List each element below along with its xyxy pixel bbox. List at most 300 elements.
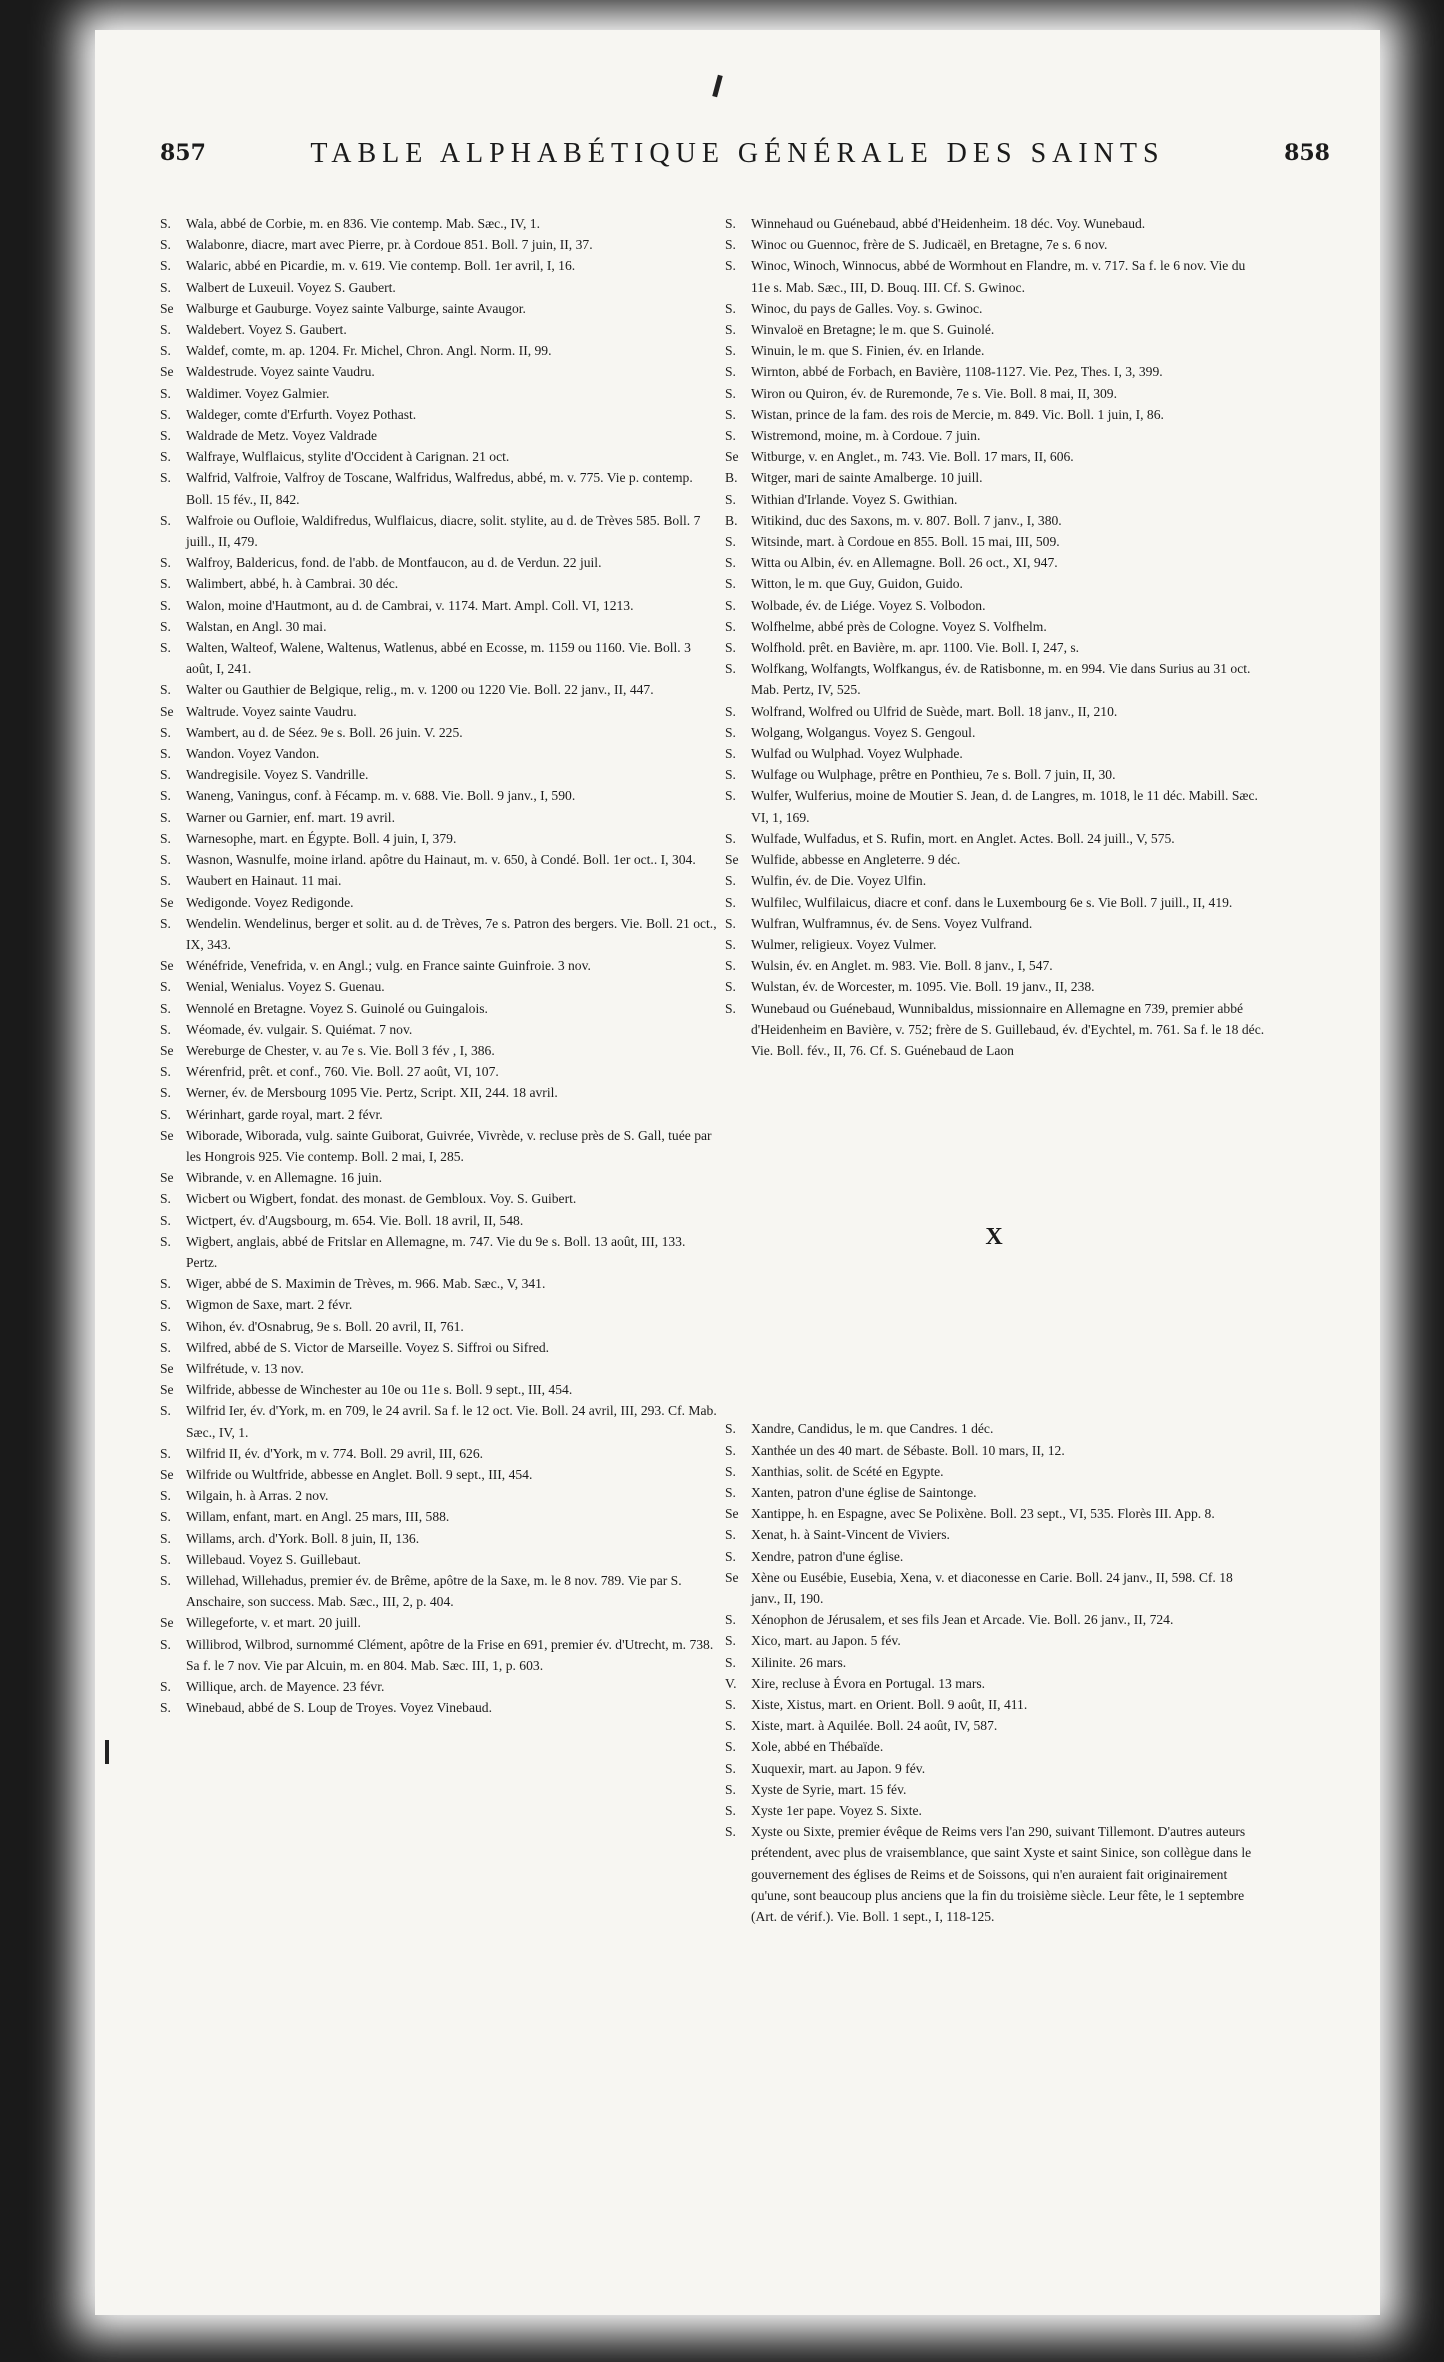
index-entry <box>725 404 1265 425</box>
entry-text: Wolfhelme, abbé près de Cologne. Voyez S. Volfhelm. <box>751 618 1047 634</box>
entry-prefix: S. <box>725 258 736 274</box>
entry-prefix: S. <box>725 746 736 762</box>
entry-prefix: B. <box>725 512 738 528</box>
entry-prefix: V. <box>725 1675 737 1691</box>
entry-prefix: S. <box>725 1442 736 1458</box>
entry-text: Wolbade, év. de Liége. Voyez S. Volbodon. <box>751 597 986 613</box>
index-entry <box>160 1082 720 1103</box>
entry-prefix: S. <box>725 1760 736 1776</box>
entry-prefix: S. <box>160 237 171 253</box>
entry-text: Winoc, du pays de Galles. Voy. s. Gwinoc. <box>751 300 983 316</box>
entry-text: Wolgang, Wolgangus. Voyez S. Gengoul. <box>751 724 976 740</box>
margin-mark <box>105 1740 109 1764</box>
entry-text: Wulfer, Wulferius, moine de Moutier S. Jean, d. de Langres, m. 1018, le 11 déc. Mabill. Sæc. VI, 1, 169. <box>751 788 1258 825</box>
entry-text: Wulfin, év. de Die. Voyez Ulfin. <box>751 873 927 889</box>
entry-prefix: Se <box>160 300 174 316</box>
entry-text: Wilgain, h. à Arras. 2 nov. <box>186 1488 329 1504</box>
index-entry <box>160 595 720 616</box>
index-entry <box>160 892 720 913</box>
entry-prefix: B. <box>725 470 738 486</box>
index-entry <box>160 679 720 700</box>
entry-prefix: S. <box>725 364 736 380</box>
index-entry <box>160 976 720 997</box>
index-entry <box>160 467 720 509</box>
entry-prefix: S. <box>725 534 736 550</box>
index-entry <box>725 1418 1265 1439</box>
entry-prefix: S. <box>725 1781 736 1797</box>
entry-prefix: S. <box>160 852 171 868</box>
entry-prefix: S. <box>160 682 171 698</box>
index-entry <box>160 213 720 234</box>
entry-text: Xilinite. 26 mars. <box>751 1654 847 1670</box>
entry-prefix: S. <box>160 788 171 804</box>
index-entry <box>725 849 1265 870</box>
entry-prefix: S. <box>725 788 736 804</box>
index-entry <box>725 1461 1265 1482</box>
index-entry <box>160 1443 720 1464</box>
entry-prefix: S. <box>160 1297 171 1313</box>
entry-prefix: S. <box>160 1000 171 1016</box>
entry-text: Wolfhold. prêt. en Bavière, m. apr. 1100. Vie. Boll. I, 247, s. <box>751 640 1080 656</box>
entry-prefix: S. <box>725 428 736 444</box>
right-column <box>725 213 1265 1927</box>
entry-text: Waldebert. Voyez S. Gaubert. <box>186 322 347 338</box>
entry-prefix: S. <box>160 555 171 571</box>
entry-prefix: S. <box>725 322 736 338</box>
entry-prefix: S. <box>160 1339 171 1355</box>
index-entry <box>160 1634 720 1676</box>
index-entry <box>725 319 1265 340</box>
entry-text: Wigmon de Saxe, mart. 2 févr. <box>186 1297 353 1313</box>
scan-mark <box>712 75 723 98</box>
entry-text: Wérinhart, garde royal, mart. 2 févr. <box>186 1106 383 1122</box>
entry-text: Wambert, au d. de Séez. 9e s. Boll. 26 juin. V. 225. <box>186 724 463 740</box>
index-entry <box>160 1231 720 1273</box>
index-entry <box>160 1464 720 1485</box>
entry-text: Witburge, v. en Anglet., m. 743. Vie. Boll. 17 mars, II, 606. <box>751 449 1074 465</box>
entry-text: Wilfrétude, v. 13 nov. <box>186 1360 304 1376</box>
entry-text: Walon, moine d'Hautmont, au d. de Cambrai, v. 1174. Mart. Ampl. Coll. VI, 1213. <box>186 597 634 613</box>
index-entry <box>725 1546 1265 1567</box>
index-entry <box>725 934 1265 955</box>
entry-prefix: S. <box>160 1679 171 1695</box>
entry-text: Walfroie ou Oufloie, Waldifredus, Wulflaicus, diacre, solit. stylite, au d. de Trèves 585. Boll. 7 juill., II, 479. <box>186 512 701 550</box>
entry-prefix: S. <box>160 1445 171 1461</box>
index-entry <box>725 446 1265 467</box>
entry-text: Walimbert, abbé, h. à Cambrai. 30 déc. <box>186 576 399 592</box>
entry-prefix: Se <box>160 1170 174 1186</box>
entry-text: Xiste, mart. à Aquilée. Boll. 24 août, IV, 587. <box>751 1718 998 1734</box>
index-entry <box>160 849 720 870</box>
entry-prefix: Se <box>160 1615 174 1631</box>
index-entry <box>160 1549 720 1570</box>
entry-prefix: Se <box>725 852 739 868</box>
entry-text: Wérenfrid, prêt. et conf., 760. Vie. Boll. 27 août, VI, 107. <box>186 1064 499 1080</box>
entry-prefix: S. <box>725 576 736 592</box>
index-entry <box>160 1273 720 1294</box>
entry-prefix: S. <box>725 979 736 995</box>
x-entries <box>725 1418 1265 1927</box>
entry-text: Wennolé en Bretagne. Voyez S. Guinolé ou Guingalois. <box>186 1000 488 1016</box>
index-entry <box>160 573 720 594</box>
entry-text: Wicbert ou Wigbert, fondat. des monast. de Gembloux. Voy. S. Guibert. <box>186 1191 577 1207</box>
entry-text: Wunebaud ou Guénebaud, Wunnibaldus, missionnaire en Allemagne en 739, premier abbé d'Heidenheim en Bavière, v. 752; frère de S. Guillebaud, év. d'Eychtel, m. 761. Sa f. le 18 déc. Vie. Boll. fév., II, 76. Cf. S. Guénebaud de Laon <box>751 1000 1265 1058</box>
entry-text: Wulsin, év. en Anglet. m. 983. Vie. Boll. 8 janv., I, 547. <box>751 958 1053 974</box>
entry-text: Winebaud, abbé de S. Loup de Troyes. Voyez Vinebaud. <box>186 1700 492 1716</box>
entry-prefix: S. <box>725 216 736 231</box>
page-header <box>95 140 1380 180</box>
entry-text: Xuquexir, mart. au Japon. 9 fév. <box>751 1760 926 1776</box>
entry-text: Wenial, Wenialus. Voyez S. Guenau. <box>186 979 385 995</box>
entry-prefix: S. <box>160 449 171 465</box>
index-entry <box>160 1167 720 1188</box>
entry-text: Withian d'Irlande. Voyez S. Gwithian. <box>751 491 958 507</box>
entry-prefix: S. <box>725 343 736 359</box>
entry-text: Wéomade, év. vulgair. S. Quiémat. 7 nov. <box>186 1021 413 1037</box>
entry-text: Witsinde, mart. à Cordoue en 855. Boll. 15 mai, III, 509. <box>751 534 1060 550</box>
entry-text: Witton, le m. que Guy, Guidon, Guido. <box>751 576 963 592</box>
entry-text: Walaric, abbé en Picardie, m. v. 619. Vie contemp. Boll. 1er avril, I, 16. <box>186 258 576 274</box>
entry-prefix: S. <box>160 597 171 613</box>
index-entry <box>160 255 720 276</box>
index-entry <box>725 913 1265 934</box>
entry-prefix: S. <box>160 322 171 338</box>
index-entry <box>160 319 720 340</box>
entry-prefix: S. <box>725 237 736 253</box>
index-entry <box>725 489 1265 510</box>
w-entries-continued <box>725 213 1265 1061</box>
entry-text: Willegeforte, v. et mart. 20 juill. <box>186 1615 361 1631</box>
index-entry <box>160 1019 720 1040</box>
entry-prefix: S. <box>160 1212 171 1228</box>
entry-prefix: Se <box>725 1506 739 1522</box>
index-entry <box>160 1358 720 1379</box>
entry-prefix: S. <box>725 300 736 316</box>
index-entry <box>160 1528 720 1549</box>
entry-prefix: S. <box>725 958 736 974</box>
entry-prefix: S. <box>160 1021 171 1037</box>
entry-text: Xyste de Syrie, mart. 15 fév. <box>751 1781 907 1797</box>
entry-text: Winvaloë en Bretagne; le m. que S. Guinolé. <box>751 322 995 338</box>
entry-text: Wereburge de Chester, v. au 7e s. Vie. Boll 3 fév , I, 386. <box>186 1042 495 1058</box>
index-entry <box>725 1524 1265 1545</box>
entry-text: Xenat, h. à Saint-Vincent de Viviers. <box>751 1527 950 1543</box>
entry-text: Xire, recluse à Évora en Portugal. 13 mars. <box>751 1675 986 1691</box>
entry-prefix: S. <box>160 1530 171 1546</box>
entry-text: Winnehaud ou Guénebaud, abbé d'Heidenheim. 18 déc. Voy. Wunebaud. <box>751 216 1146 231</box>
entry-prefix: S. <box>160 1106 171 1122</box>
entry-prefix: S. <box>725 1463 736 1479</box>
entry-text: Wendelin. Wendelinus, berger et solit. au d. de Trèves, 7e s. Patron des bergers. Vie. Boll. 21 oct., IX, 343. <box>186 915 717 952</box>
entry-prefix: S. <box>725 1484 736 1500</box>
index-entry <box>725 1503 1265 1524</box>
entry-text: Wulfad ou Wulphad. Voyez Wulphade. <box>751 746 963 762</box>
entry-prefix: Se <box>160 1127 174 1143</box>
entry-text: Witikind, duc des Saxons, m. v. 807. Boll. 7 janv., I, 380. <box>751 512 1062 528</box>
index-entry <box>725 1609 1265 1630</box>
entry-text: Wandon. Voyez Vandon. <box>186 746 320 762</box>
entry-prefix: S. <box>725 1739 736 1755</box>
entry-prefix: S. <box>725 724 736 740</box>
index-entry <box>725 1567 1265 1609</box>
index-entry <box>725 828 1265 849</box>
entry-text: Winoc ou Guennoc, frère de S. Judicaël, en Bretagne, 7e s. 6 nov. <box>751 237 1108 253</box>
index-entry <box>725 1630 1265 1651</box>
entry-prefix: Se <box>725 449 739 465</box>
entry-prefix: S. <box>160 915 171 931</box>
entry-text: Wedigonde. Voyez Redigonde. <box>186 894 354 910</box>
entry-prefix: S. <box>160 1551 171 1567</box>
entry-prefix: S. <box>725 830 736 846</box>
entry-prefix: S. <box>725 1696 736 1712</box>
index-entry <box>725 1482 1265 1503</box>
entry-text: Wiborade, Wiborada, vulg. sainte Guiborat, Guivrée, Vivrède, v. recluse près de S. Gall, tuée par les Hongrois 925. Vie contemp. Boll. 2 mai, I, 285. <box>186 1127 712 1164</box>
index-entry <box>160 1294 720 1315</box>
index-entry <box>160 637 720 679</box>
index-entry <box>725 1800 1265 1821</box>
index-entry <box>160 361 720 382</box>
page-title: TABLE ALPHABÉTIQUE GÉNÉRALE DES SAINTS <box>310 138 1165 169</box>
entry-text: Waldeger, comte d'Erfurth. Voyez Pothast. <box>186 406 417 422</box>
entry-text: Xendre, patron d'une église. <box>751 1548 904 1564</box>
entry-text: Willehad, Willehadus, premier év. de Brême, apôtre de la Saxe, m. le 8 nov. 789. Vie par S. Anschaire, son success. Mab. Sæc., III, 2, p. 404. <box>186 1573 682 1610</box>
entry-text: Wulfade, Wulfadus, et S. Rufin, mort. en Anglet. Actes. Boll. 24 juill., V, 575. <box>751 830 1175 846</box>
entry-prefix: Se <box>160 1382 174 1398</box>
entry-prefix: S. <box>725 1612 736 1628</box>
entry-prefix: S. <box>160 767 171 783</box>
entry-text: Walfroy, Baldericus, fond. de l'abb. de Montfaucon, au d. de Verdun. 22 juil. <box>186 555 602 571</box>
index-entry <box>725 701 1265 722</box>
entry-prefix: S. <box>725 640 736 656</box>
entry-prefix: S. <box>160 512 171 528</box>
entry-text: Witger, mari de sainte Amalberge. 10 juill. <box>751 470 983 486</box>
index-entry <box>160 1400 720 1442</box>
index-entry <box>160 1188 720 1209</box>
index-entry <box>160 616 720 637</box>
entry-text: Wilfrid Ier, év. d'York, m. en 709, le 24 avril. Sa f. le 12 oct. Vie. Boll. 24 avril, III, 293. Cf. Mab. Sæc., IV, 1. <box>186 1403 717 1440</box>
entry-prefix: S. <box>160 428 171 444</box>
entry-text: Walter ou Gauthier de Belgique, relig., m. v. 1200 ou 1220 Vie. Boll. 22 janv., II, 447. <box>186 682 654 698</box>
entry-text: Xiste, Xistus, mart. en Orient. Boll. 9 août, II, 411. <box>751 1696 1028 1712</box>
entry-text: Wulfilec, Wulfilaicus, diacre et conf. dans le Luxembourg 6e s. Vie Boll. 7 juill., II, 419. <box>751 894 1233 910</box>
entry-text: Waldrade de Metz. Voyez Valdrade <box>186 428 378 444</box>
index-entry <box>725 1652 1265 1673</box>
index-entry <box>725 383 1265 404</box>
index-entry <box>160 807 720 828</box>
document-page <box>95 30 1380 2315</box>
index-entry <box>160 701 720 722</box>
entry-prefix: S. <box>725 1421 736 1437</box>
entry-text: Wilfride, abbesse de Winchester au 10e ou 11e s. Boll. 9 sept., III, 454. <box>186 1382 573 1398</box>
entry-text: Xanthias, solit. de Scété en Egypte. <box>751 1463 944 1479</box>
entry-prefix: S. <box>160 979 171 995</box>
entry-text: Winoc, Winoch, Winnocus, abbé de Wormhout en Flandre, m. v. 717. Sa f. le 6 nov. Vie du 11e s. Mab. Sæc., III, D. Bouq. III. Cf. S. Gwinoc. <box>751 258 1246 295</box>
index-entry <box>160 870 720 891</box>
entry-prefix: S. <box>725 894 736 910</box>
index-entry <box>160 1485 720 1506</box>
index-entry <box>725 1673 1265 1694</box>
entry-prefix: S. <box>725 1718 736 1734</box>
index-entry <box>725 234 1265 255</box>
entry-prefix: S. <box>160 1573 171 1588</box>
entry-prefix: S. <box>160 1276 171 1292</box>
entry-prefix: S. <box>160 1509 171 1525</box>
index-entry <box>160 1570 720 1612</box>
index-entry <box>160 913 720 955</box>
index-entry <box>725 255 1265 297</box>
page-number-right: 858 <box>1284 140 1330 166</box>
entry-text: Willique, arch. de Mayence. 23 févr. <box>186 1679 385 1695</box>
index-entry <box>725 361 1265 382</box>
entry-prefix: S. <box>725 915 736 931</box>
section-heading-x: X <box>985 1224 1005 1251</box>
entry-text: Winuin, le m. que S. Finien, év. en Irlande. <box>751 343 985 359</box>
entry-prefix: S. <box>160 640 171 656</box>
entry-prefix: S. <box>160 1488 171 1504</box>
entry-prefix: Se <box>160 894 174 910</box>
entry-text: Waldef, comte, m. ap. 1204. Fr. Michel, Chron. Angl. Norm. II, 99. <box>186 343 552 359</box>
entry-text: Wénéfride, Venefrida, v. en Angl.; vulg. en France sainte Guinfroie. 3 nov. <box>186 958 591 974</box>
entry-text: Xole, abbé en Thébaïde. <box>751 1739 884 1755</box>
entry-prefix: S. <box>160 724 171 740</box>
index-entry <box>160 785 720 806</box>
entry-text: Witta ou Albin, év. en Allemagne. Boll. 26 oct., XI, 947. <box>751 555 1058 571</box>
entry-text: Wolfkang, Wolfangts, Wolfkangus, év. de Ratisbonne, m. en 994. Vie dans Surius au 31 oct. Mab. Pertz, IV, 525. <box>751 661 1251 698</box>
entry-prefix: S. <box>160 1403 171 1419</box>
entry-prefix: S. <box>725 767 736 783</box>
index-entry <box>160 1104 720 1125</box>
entry-text: Walten, Walteof, Walene, Waltenus, Watlenus, abbé en Ecosse, m. 1159 ou 1160. Vie. Boll. 3 août, I, 241. <box>186 640 691 677</box>
entry-prefix: S. <box>160 1064 171 1080</box>
index-entry <box>725 785 1265 827</box>
index-entry <box>725 998 1265 1062</box>
entry-prefix: S. <box>725 597 736 613</box>
entry-prefix: S. <box>160 618 171 634</box>
entry-prefix: S. <box>160 406 171 422</box>
index-entry <box>160 1337 720 1358</box>
index-entry <box>160 743 720 764</box>
entry-text: Wulfran, Wulframnus, év. de Sens. Voyez Vulfrand. <box>751 915 1033 931</box>
entry-text: Wistan, prince de la fam. des rois de Mercie, m. 849. Vic. Boll. 1 juin, I, 86. <box>751 406 1164 422</box>
entry-text: Wilfred, abbé de S. Victor de Marseille. Voyez S. Siffroi ou Sifred. <box>186 1339 550 1355</box>
entry-prefix: S. <box>160 258 171 274</box>
entry-text: Wistremond, moine, m. à Cordoue. 7 juin. <box>751 428 981 444</box>
entry-text: Waltrude. Voyez sainte Vaudru. <box>186 703 357 719</box>
index-entry <box>160 828 720 849</box>
entry-text: Wirnton, abbé de Forbach, en Bavière, 1108-1127. Vie. Pez, Thes. I, 3, 399. <box>751 364 1163 380</box>
entry-text: Wictpert, év. d'Augsbourg, m. 654. Vie. Boll. 18 avril, II, 548. <box>186 1212 524 1228</box>
index-entry <box>160 552 720 573</box>
entry-text: Xène ou Eusébie, Eusebia, Xena, v. et diaconesse en Carie. Boll. 24 janv., II, 598. Cf. 18 janv., II, 190. <box>751 1569 1233 1606</box>
entry-text: Warnesophe, mart. en Égypte. Boll. 4 juin, I, 379. <box>186 830 457 846</box>
entry-text: Willam, enfant, mart. en Angl. 25 mars, III, 588. <box>186 1509 450 1525</box>
entry-prefix: S. <box>160 1233 171 1249</box>
index-entry <box>160 1612 720 1633</box>
entry-text: Warner ou Garnier, enf. mart. 19 avril. <box>186 809 395 825</box>
index-entry <box>725 340 1265 361</box>
entry-text: Willebaud. Voyez S. Guillebaut. <box>186 1551 361 1567</box>
entry-text: Wala, abbé de Corbie, m. en 836. Vie contemp. Mab. Sæc., IV, 1. <box>186 216 540 231</box>
index-entry <box>160 998 720 1019</box>
entry-text: Wolfrand, Wolfred ou Ulfrid de Suède, mart. Boll. 18 janv., II, 210. <box>751 703 1118 719</box>
page-number-left: 857 <box>160 140 206 166</box>
entry-text: Xico, mart. au Japon. 5 fév. <box>751 1633 901 1649</box>
entry-prefix: S. <box>160 1636 171 1652</box>
entry-prefix: Se <box>160 703 174 719</box>
entry-text: Walstan, en Angl. 30 mai. <box>186 618 327 634</box>
entry-prefix: S. <box>725 1824 736 1840</box>
entry-prefix: S. <box>725 1000 736 1016</box>
index-entry <box>160 1379 720 1400</box>
entry-prefix: S. <box>725 1802 736 1818</box>
entry-text: Wulfide, abbesse en Angleterre. 9 déc. <box>751 852 961 868</box>
entry-prefix: S. <box>725 1527 736 1543</box>
index-entry <box>725 1736 1265 1757</box>
entry-prefix: Se <box>160 958 174 974</box>
entry-text: Waubert en Hainaut. 11 mai. <box>186 873 342 889</box>
entry-prefix: S. <box>725 555 736 571</box>
entry-prefix: S. <box>725 936 736 952</box>
entry-prefix: S. <box>160 385 171 401</box>
index-entry <box>725 658 1265 700</box>
entry-text: Xanten, patron d'une église de Saintonge. <box>751 1484 977 1500</box>
index-entry <box>160 510 720 552</box>
index-entry <box>725 1715 1265 1736</box>
index-entry <box>725 425 1265 446</box>
index-entry <box>725 1821 1265 1927</box>
entry-prefix: S. <box>160 470 171 486</box>
index-entry <box>160 1506 720 1527</box>
entry-prefix: S. <box>160 576 171 592</box>
entry-text: Wiron ou Quiron, év. de Ruremonde, 7e s. Vie. Boll. 8 mai, II, 309. <box>751 385 1117 401</box>
index-entry <box>725 573 1265 594</box>
index-entry <box>160 1210 720 1231</box>
entry-prefix: S. <box>725 1633 736 1649</box>
entry-prefix: S. <box>160 279 171 295</box>
index-entry <box>725 743 1265 764</box>
entry-prefix: S. <box>725 1548 736 1564</box>
entry-text: Xyste ou Sixte, premier évêque de Reims vers l'an 290, suivant Tillemont. D'autres auteurs prétendent, avec plus de vraisemblance, que saint Xyste et saint Sinice, son collègue dans le gouvernement des églises de Reims et de Soissons, qui n'en auraient fait originairement qu'une, sont beaucoup plus anciens que la fin du troisième siècle. Leur fête, le 1 septembre (Art. de vérif.). Vie. Boll. 1 sept., I, 118-125. <box>751 1824 1252 1924</box>
entry-prefix: Se <box>160 1466 174 1482</box>
entry-prefix: Se <box>160 1042 174 1058</box>
index-entry <box>160 1040 720 1061</box>
entry-prefix: S. <box>725 491 736 507</box>
index-entry <box>725 722 1265 743</box>
index-entry <box>725 510 1265 531</box>
entry-prefix: S. <box>160 830 171 846</box>
entry-prefix: S. <box>160 809 171 825</box>
entry-prefix: S. <box>160 216 171 231</box>
entry-text: Wasnon, Wasnulfe, moine irland. apôtre du Hainaut, m. v. 650, à Condé. Boll. 1er oct.. I, 304. <box>186 852 696 868</box>
index-entry <box>160 446 720 467</box>
index-entry <box>725 213 1265 234</box>
index-entry <box>160 425 720 446</box>
index-entry <box>725 298 1265 319</box>
index-entry <box>160 1676 720 1697</box>
index-entry <box>160 1316 720 1337</box>
index-entry <box>725 467 1265 488</box>
index-entry <box>160 340 720 361</box>
entry-prefix: S. <box>725 873 736 889</box>
index-entry <box>160 955 720 976</box>
entry-text: Wihon, év. d'Osnabrug, 9e s. Boll. 20 avril, II, 761. <box>186 1318 464 1334</box>
index-entry <box>725 764 1265 785</box>
entry-prefix: S. <box>160 343 171 359</box>
entry-prefix: Se <box>160 1360 174 1376</box>
index-entry <box>725 870 1265 891</box>
entry-prefix: S. <box>725 385 736 401</box>
entry-prefix: S. <box>160 746 171 762</box>
